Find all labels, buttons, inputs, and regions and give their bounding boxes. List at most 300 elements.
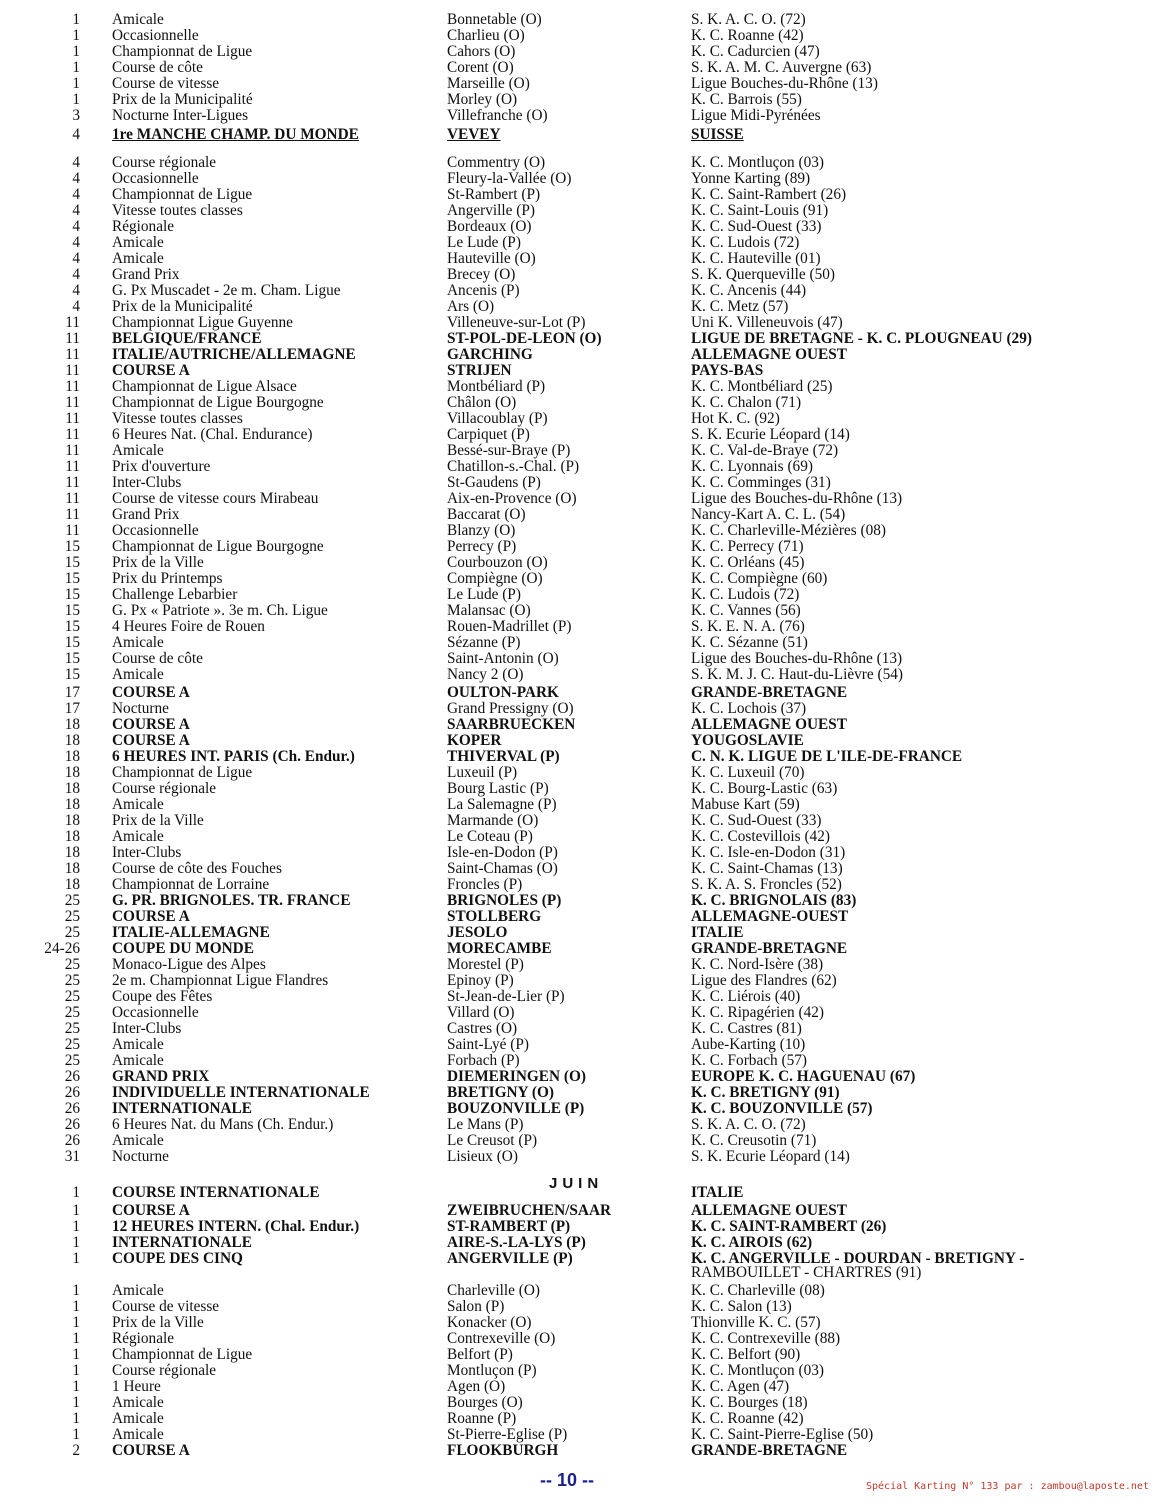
location-cell: Le Creusot (P) [447,1132,538,1149]
organizer-cell: LIGUE DE BRETAGNE - K. C. PLOUGNEAU (29) [691,330,1032,347]
event-cell: INTERNATIONALE [112,1100,252,1117]
date-cell: 1 [72,91,80,108]
organizer-cell: S. K. A. S. Froncles (52) [691,876,842,893]
table-row [0,1379,1165,1395]
organizer-cell: K. C. Contrexeville (88) [691,1330,841,1347]
date-cell: 1 [72,1362,80,1379]
event-cell: Course de côte des Fouches [112,860,282,877]
event-cell: Amicale [112,1282,164,1299]
table-row [0,1133,1165,1149]
date-cell: 18 [64,844,80,861]
location-cell: Lisieux (O) [447,1148,518,1165]
organizer-cell: K. C. Ludois (72) [691,586,800,603]
location-cell: Compiègne (O) [447,570,543,587]
location-cell: DIEMERINGEN (O) [447,1068,586,1085]
table-row [0,845,1165,861]
location-cell: OULTON-PARK [447,684,559,701]
date-cell: 11 [65,458,80,475]
event-cell: Prix de la Ville [112,1314,204,1331]
event-cell: Monaco-Ligue des Alpes [112,956,266,973]
date-cell: 4 [72,266,80,283]
location-cell: St-Pierre-Eglise (P) [447,1426,568,1443]
organizer-cell: K. C. AIROIS (62) [691,1234,813,1251]
event-cell: Course de vitesse [112,75,220,92]
event-cell: 12 HEURES INTERN. (Chal. Endur.) [112,1218,360,1235]
organizer-cell: Ligue des Bouches-du-Rhône (13) [691,650,903,667]
event-cell: Amicale [112,634,164,651]
event-cell: G. Px Muscadet - 2e m. Cham. Ligue [112,282,341,299]
date-cell: 1 [72,1202,80,1219]
organizer-cell: K. C. Lyonnais (69) [691,458,813,475]
date-cell: 1 [72,1330,80,1347]
table-row [0,909,1165,925]
date-cell: 1 [72,11,80,28]
organizer-cell: Aube-Karting (10) [691,1036,806,1053]
organizer-cell: Ligue Midi-Pyrénées [691,107,821,124]
table-row [0,1363,1165,1379]
date-cell: 11 [65,506,80,523]
date-cell: 11 [65,442,80,459]
date-cell: 11 [65,410,80,427]
location-cell: Saint-Antonin (O) [447,650,559,667]
date-cell: 11 [65,378,80,395]
event-cell: Occasionnelle [112,522,199,539]
date-cell: 11 [65,346,80,363]
date-cell: 11 [65,362,80,379]
location-cell: FLOOKBURGH [447,1442,559,1459]
table-row [0,813,1165,829]
organizer-cell: K. C. Costevillois (42) [691,828,830,845]
table-row [0,1331,1165,1347]
date-cell: 25 [64,908,80,925]
table-row [0,443,1165,459]
date-cell: 11 [65,330,80,347]
date-cell: 15 [64,554,80,571]
location-cell: Charlieu (O) [447,27,525,44]
date-cell: 26 [64,1132,80,1149]
date-cell: 4 [72,186,80,203]
event-cell: Nocturne [112,1148,169,1165]
event-cell: Championnat Ligue Guyenne [112,314,293,331]
organizer-cell: K. C. Val-de-Braye (72) [691,442,839,459]
organizer-cell: K. C. BOUZONVILLE (57) [691,1100,873,1117]
location-cell: Bonnetable (O) [447,11,542,28]
location-cell: BOUZONVILLE (P) [447,1100,585,1117]
event-cell: COURSE INTERNATIONALE [112,1184,320,1201]
organizer-cell: K. C. Metz (57) [691,298,789,315]
organizer-cell: K. C. Sud-Ouest (33) [691,812,822,829]
location-cell: Villefranche (O) [447,107,548,124]
date-cell: 25 [64,1036,80,1053]
event-cell: Championnat de Ligue [112,764,253,781]
event-cell: Amicale [112,1132,164,1149]
organizer-cell: Thionville K. C. (57) [691,1314,821,1331]
event-cell: Amicale [112,234,164,251]
event-cell: Inter-Clubs [112,844,182,861]
location-cell: GARCHING [447,346,533,363]
table-row [0,1117,1165,1133]
organizer-cell: S. K. M. J. C. Haut-du-Lièvre (54) [691,666,903,683]
event-cell: Amicale [112,1394,164,1411]
table-row [0,331,1165,347]
date-cell: 15 [64,666,80,683]
date-cell: 26 [64,1100,80,1117]
date-cell: 25 [64,988,80,1005]
table-row [0,251,1165,267]
location-cell: Grand Pressigny (O) [447,700,574,717]
organizer-cell: K. C. Bourg-Lastic (63) [691,780,838,797]
organizer-cell: K. C. Charleville-Mézières (08) [691,522,886,539]
table-row [0,347,1165,363]
table-row [0,667,1165,683]
location-cell: Châlon (O) [447,394,517,411]
location-cell: Nancy 2 (O) [447,666,524,683]
date-cell: 1 [72,1282,80,1299]
table-row [0,475,1165,491]
event-cell: 4 Heures Foire de Rouen [112,618,265,635]
event-cell: Prix d'ouverture [112,458,211,475]
event-cell: Nocturne Inter-Ligues [112,107,249,124]
page-number: -- 10 -- [540,1470,594,1490]
location-cell: Morestel (P) [447,956,524,973]
event-cell: BELGIQUE/FRANCE [112,330,262,347]
date-cell: 1 [72,59,80,76]
location-cell: Agen (O) [447,1378,506,1395]
location-cell: Charleville (O) [447,1282,541,1299]
event-cell: COURSE A [112,716,190,733]
table-row [0,941,1165,957]
date-cell: 4 [72,250,80,267]
date-cell: 25 [64,1052,80,1069]
date-cell: 1 [72,1394,80,1411]
organizer-cell: S. K. Querqueville (50) [691,266,836,283]
event-cell: Inter-Clubs [112,1020,182,1037]
organizer-cell: K. C. SAINT-RAMBERT (26) [691,1218,887,1235]
location-cell: ZWEIBRUCHEN/SAAR [447,1202,612,1219]
table-row [0,1443,1165,1459]
table-row [0,507,1165,523]
location-cell: Morley (O) [447,91,518,108]
table-row [0,28,1165,44]
event-cell: Amicale [112,1036,164,1053]
event-cell: Course de vitesse cours Mirabeau [112,490,319,507]
location-cell: Bourg Lastic (P) [447,780,549,797]
location-cell: Saint-Chamas (O) [447,860,558,877]
location-cell: Le Mans (P) [447,1116,524,1133]
location-cell: Sézanne (P) [447,634,521,651]
table-row [0,685,1165,701]
location-cell: Brecey (O) [447,266,516,283]
location-cell: THIVERVAL (P) [447,748,560,765]
table-row [0,1219,1165,1235]
table-row [0,427,1165,443]
table-row [0,797,1165,813]
date-cell: 15 [64,650,80,667]
date-cell: 25 [64,1020,80,1037]
event-cell: Vitesse toutes classes [112,202,243,219]
organizer-cell: K. C. BRETIGNY (91) [691,1084,840,1101]
table-row [0,989,1165,1005]
location-cell: St-Rambert (P) [447,186,541,203]
location-cell: SAARBRUECKEN [447,716,576,733]
event-cell: ITALIE-ALLEMAGNE [112,924,270,941]
table-row [0,1005,1165,1021]
location-cell: Forbach (P) [447,1052,520,1069]
table-row [0,171,1165,187]
event-cell: GRAND PRIX [112,1068,210,1085]
date-cell: 11 [65,314,80,331]
table-row [0,701,1165,717]
date-cell: 26 [64,1084,80,1101]
table-row [0,1037,1165,1053]
date-cell: 15 [64,618,80,635]
table-row [0,299,1165,315]
organizer-cell: C. N. K. LIGUE DE L'ILE-DE-FRANCE [691,748,963,765]
location-cell: Konacker (O) [447,1314,532,1331]
location-cell: Bourges (O) [447,1394,523,1411]
table-row [0,395,1165,411]
table-row [0,203,1165,219]
event-cell: Amicale [112,11,164,28]
table-row [0,219,1165,235]
location-cell: Aix-en-Provence (O) [447,490,577,507]
organizer-cell: K. C. Cadurcien (47) [691,43,820,60]
organizer-cell: K. C. ANGERVILLE - DOURDAN - BRETIGNY - [691,1250,1025,1267]
event-cell: Régionale [112,1330,175,1347]
event-cell: COURSE A [112,684,190,701]
table-row [0,781,1165,797]
date-cell: 25 [64,892,80,909]
date-cell: 1 [72,1234,80,1251]
organizer-cell: K. C. Roanne (42) [691,1410,804,1427]
event-cell: Amicale [112,666,164,683]
table-row [0,315,1165,331]
organizer-cell: K. C. Orléans (45) [691,554,805,571]
location-cell: Epinoy (P) [447,972,514,989]
organizer-cell: K. C. Saint-Pierre-Eglise (50) [691,1426,874,1443]
date-cell: 18 [64,796,80,813]
event-cell: COURSE A [112,1202,190,1219]
organizer-cell: S. K. Ecurie Léopard (14) [691,426,850,443]
organizer-cell: RAMBOUILLET - CHARTRES (91) [691,1264,922,1281]
table-row [0,155,1165,171]
organizer-cell: Mabuse Kart (59) [691,796,800,813]
location-cell: ST-RAMBERT (P) [447,1218,571,1235]
location-cell: Isle-en-Dodon (P) [447,844,558,861]
location-cell: Salon (P) [447,1298,505,1315]
location-cell: Marseille (O) [447,75,530,92]
date-cell: 15 [64,570,80,587]
date-cell: 1 [72,1184,80,1201]
table-row [0,1085,1165,1101]
location-cell: Le Lude (P) [447,586,521,603]
organizer-cell: K. C. Saint-Chamas (13) [691,860,843,877]
event-cell: G. Px « Patriote ». 3e m. Ch. Ligue [112,602,328,619]
table-row [0,1347,1165,1363]
location-cell: STOLLBERG [447,908,542,925]
location-cell: Chatillon-s.-Chal. (P) [447,458,580,475]
table-row [0,459,1165,475]
organizer-cell: K. C. BRIGNOLAIS (83) [691,892,857,909]
organizer-cell: K. C. Castres (81) [691,1020,802,1037]
event-cell: 1re MANCHE CHAMP. DU MONDE [112,126,359,143]
event-cell: 2e m. Championnat Ligue Flandres [112,972,329,989]
location-cell: Rouen-Madrillet (P) [447,618,572,635]
organizer-cell: K. C. Perrecy (71) [691,538,804,555]
date-cell: 11 [65,426,80,443]
location-cell: Bessé-sur-Braye (P) [447,442,571,459]
event-cell: Course régionale [112,154,217,171]
event-cell: Championnat de Ligue [112,43,253,60]
event-cell: COUPE DU MONDE [112,940,254,957]
event-cell: Prix du Printemps [112,570,223,587]
location-cell: Courbouzon (O) [447,554,548,571]
event-cell: Amicale [112,250,164,267]
event-cell: Prix de la Municipalité [112,298,253,315]
event-cell: Occasionnelle [112,27,199,44]
table-row [0,1069,1165,1085]
table-row [0,1149,1165,1165]
table-row [0,76,1165,92]
organizer-cell: YOUGOSLAVIE [691,732,804,749]
date-cell: 2 [72,1442,80,1459]
location-cell: Villacoublay (P) [447,410,548,427]
location-cell: St-Jean-de-Lier (P) [447,988,565,1005]
location-cell: Castres (O) [447,1020,518,1037]
event-cell: Prix de la Ville [112,812,204,829]
date-cell: 18 [64,748,80,765]
event-cell: COUPE DES CINQ [112,1250,243,1267]
table-row [0,717,1165,733]
event-cell: Course de côte [112,59,203,76]
event-cell: Championnat de Ligue Bourgogne [112,394,324,411]
table-row [0,765,1165,781]
organizer-cell: K. C. Agen (47) [691,1378,790,1395]
organizer-cell: GRANDE-BRETAGNE [691,1442,848,1459]
organizer-cell: ALLEMAGNE OUEST [691,1202,847,1219]
location-cell: Ancenis (P) [447,282,520,299]
event-cell: 6 HEURES INT. PARIS (Ch. Endur.) [112,748,355,765]
organizer-cell: S. K. Ecurie Léopard (14) [691,1148,850,1165]
location-cell: KOPER [447,732,502,749]
table-row [0,635,1165,651]
month-heading: JUIN [549,1175,604,1192]
table-row [0,92,1165,108]
organizer-cell: K. C. Ripagérien (42) [691,1004,824,1021]
event-cell: Championnat de Ligue [112,186,253,203]
table-row [0,1283,1165,1299]
date-cell: 18 [64,860,80,877]
event-cell: ITALIE/AUTRICHE/ALLEMAGNE [112,346,356,363]
date-cell: 25 [64,1004,80,1021]
event-cell: Course régionale [112,780,217,797]
date-cell: 18 [64,828,80,845]
organizer-cell: K. C. Nord-Isère (38) [691,956,824,973]
organizer-cell: PAYS-BAS [691,362,764,379]
table-row [0,603,1165,619]
date-cell: 4 [72,218,80,235]
event-cell: Nocturne [112,700,169,717]
event-cell: Prix de la Municipalité [112,91,253,108]
location-cell: Carpiquet (P) [447,426,530,443]
table-row [0,523,1165,539]
location-cell: Perrecy (P) [447,538,517,555]
event-cell: Coupe des Fêtes [112,988,213,1005]
organizer-cell: K. C. Montluçon (03) [691,1362,824,1379]
date-cell: 17 [64,684,80,701]
date-cell: 15 [64,538,80,555]
event-cell: 6 Heures Nat. (Chal. Endurance) [112,426,313,443]
event-cell: Championnat de Ligue [112,1346,253,1363]
table-row [0,108,1165,124]
organizer-cell: K. C. Hauteville (01) [691,250,821,267]
date-cell: 18 [64,780,80,797]
organizer-cell: K. C. Compiègne (60) [691,570,828,587]
location-cell: STRIJEN [447,362,512,379]
location-cell: Baccarat (O) [447,506,526,523]
date-cell: 26 [64,1116,80,1133]
event-cell: Grand Prix [112,266,180,283]
organizer-cell: K. C. Forbach (57) [691,1052,807,1069]
event-cell: Championnat de Ligue Alsace [112,378,297,395]
date-cell: 31 [64,1148,80,1165]
organizer-cell: K. C. Barrois (55) [691,91,802,108]
date-cell: 25 [64,956,80,973]
date-cell: 1 [72,1410,80,1427]
event-cell: COURSE A [112,1442,190,1459]
organizer-cell: K. C. Luxeuil (70) [691,764,805,781]
event-cell: Amicale [112,828,164,845]
table-row [0,187,1165,203]
location-cell: BRETIGNY (O) [447,1084,554,1101]
organizer-cell: K. C. Sézanne (51) [691,634,808,651]
organizer-cell: Yonne Karting (89) [691,170,811,187]
date-cell: 4 [72,126,80,143]
location-cell: JESOLO [447,924,508,941]
location-cell: Angerville (P) [447,202,535,219]
organizer-cell: K. C. Ludois (72) [691,234,800,251]
date-cell: 1 [72,1298,80,1315]
table-row [0,1021,1165,1037]
table-row [0,1299,1165,1315]
location-cell: St-Gaudens (P) [447,474,541,491]
date-cell: 1 [72,75,80,92]
table-row [0,12,1165,28]
organizer-cell: K. C. Chalon (71) [691,394,802,411]
organizer-cell: S. K. A. C. O. (72) [691,1116,806,1133]
organizer-cell: K. C. Sud-Ouest (33) [691,218,822,235]
date-cell: 15 [64,586,80,603]
event-cell: INTERNATIONALE [112,1234,252,1251]
location-cell: MORECAMBE [447,940,552,957]
date-cell: 25 [64,924,80,941]
location-cell: Saint-Lyé (P) [447,1036,529,1053]
table-row [0,925,1165,941]
location-cell: Hauteville (O) [447,250,536,267]
event-cell: Course de vitesse [112,1298,220,1315]
location-cell: Belfort (P) [447,1346,513,1363]
organizer-cell: Ligue des Flandres (62) [691,972,837,989]
event-cell: Vitesse toutes classes [112,410,243,427]
organizer-cell: Hot K. C. (92) [691,410,780,427]
location-cell: Le Coteau (P) [447,828,533,845]
date-cell: 1 [72,1378,80,1395]
date-cell: 15 [64,634,80,651]
location-cell: Malansac (O) [447,602,531,619]
organizer-cell: Ligue des Bouches-du-Rhône (13) [691,490,903,507]
date-cell: 1 [72,1250,80,1267]
organizer-cell: S. K. E. N. A. (76) [691,618,805,635]
